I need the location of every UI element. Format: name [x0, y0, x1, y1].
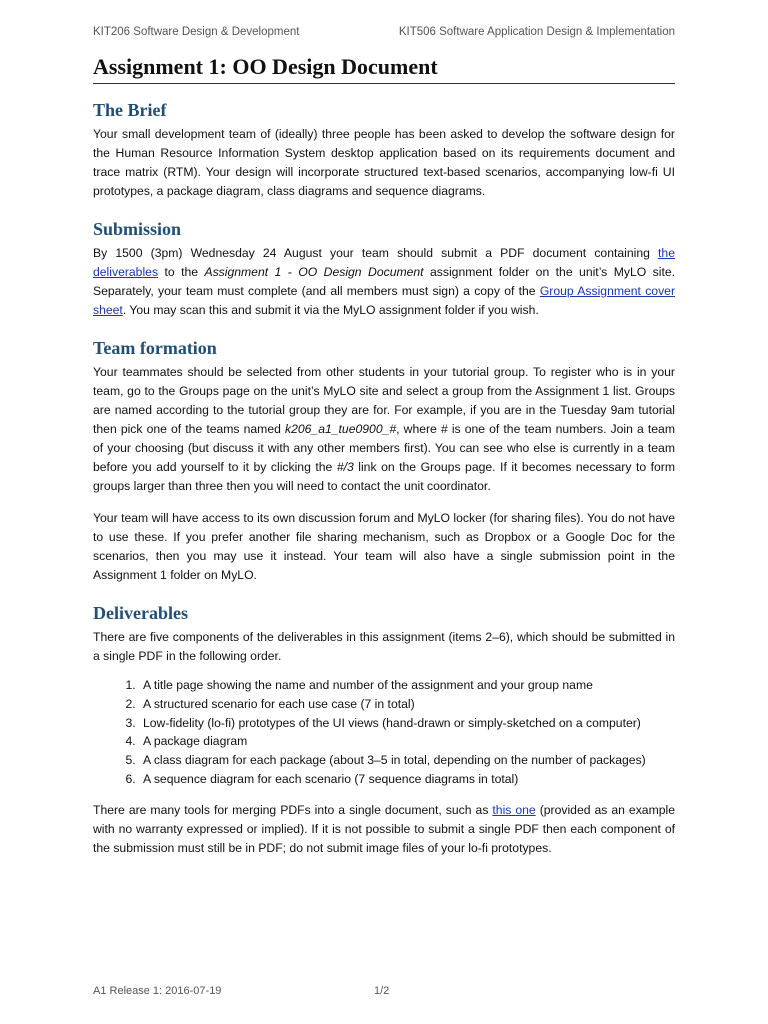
- list-item: 6. A sequence diagram for each scenario (7 sequence diagrams in total): [139, 770, 675, 789]
- deliverables-list: [93, 676, 675, 789]
- section-brief: [93, 100, 675, 201]
- deliverables-link[interactable]: the deliverables: [93, 246, 675, 279]
- deliverables-heading: Deliverables: [93, 603, 188, 623]
- submission-folder-name: Assignment 1 - OO Design Document: [204, 265, 424, 279]
- list-item: 5. A class diagram for each package (about 3–5 in total, depending on the number of packages): [139, 751, 675, 770]
- list-item: 1. A title page showing the name and number of the assignment and your group name: [139, 676, 675, 695]
- list-item: 4. A package diagram: [139, 732, 675, 751]
- team-text-3: link on the Groups page. If it becomes necessary to form groups larger than three then you will need to contact the unit coordinator.: [93, 460, 675, 493]
- deliverables-intro: There are five components of the deliverables in this assignment (items 2–6), which should be submitted in a single PDF in the following order.: [93, 630, 675, 663]
- brief-paragraph: Your small development team of (ideally) three people has been asked to develop the software design for the Human Resource Information System desktop application based on its requirements document and trace matrix (RTM). Your design will incorporate structured text-based scenarios, accompanying low-fi UI prototypes, a package diagram, class diagrams and sequence diagrams.: [93, 127, 675, 198]
- submission-paragraph: [93, 244, 675, 320]
- page-title: Assignment 1: OO Design Document: [93, 54, 675, 84]
- team-name-pattern: k206_a1_tue0900_#: [285, 422, 397, 436]
- pdf-tool-link[interactable]: this one: [492, 802, 536, 817]
- section-team-formation: [93, 338, 675, 585]
- outro-text-2: (provided as an example with no warranty expressed or implied). If it is not possible to submit a single PDF then each component of the submission must still be in PDF; do not submit image files of your lo-fi prototypes.: [93, 802, 675, 855]
- document-body: [93, 100, 675, 876]
- team-text-2: , where # is one of the team numbers. Join a team of your choosing (but discuss it with any other members first). You can see who else is currently in a team before you add yourself to it by clicking the: [93, 422, 675, 474]
- list-item: 3. Low-fidelity (lo-fi) prototypes of the UI views (hand-drawn or simply-sketched on a computer): [139, 714, 675, 733]
- submission-text-3: assignment folder on the unit’s MyLO site. Separately, your team must complete (and all members must sign) a copy of the: [93, 265, 675, 298]
- section-submission: [93, 219, 675, 320]
- outro-text-1: There are many tools for merging PDFs into a single document, such as: [93, 802, 493, 817]
- deliverables-outro: [93, 801, 675, 858]
- team-paragraph-1: [93, 363, 675, 496]
- section-deliverables: [93, 603, 675, 858]
- page-header: [93, 26, 675, 38]
- submission-text-1: By 1500 (3pm) Wednesday 24 August your team should submit a PDF document containing: [93, 246, 659, 260]
- page-number: 1/2: [374, 985, 390, 997]
- submission-text-2: to the: [158, 265, 205, 279]
- submission-text-4: . You may scan this and submit it via the MyLO assignment folder if you wish.: [122, 303, 539, 317]
- header-right-unit: KIT506 Software Application Design & Implementation: [398, 26, 675, 38]
- submission-heading: Submission: [93, 219, 182, 239]
- team-paragraph-2: Your team will have access to its own discussion forum and MyLO locker (for sharing files). You do not have to use these. If you prefer another file sharing mechanism, such as Dropbox or a Google Doc for the scenarios, then you may use it instead. Your team will also have a single submission point in the Assignment 1 folder on MyLO.: [93, 511, 675, 582]
- header-left-unit: KIT206 Software Design & Development: [93, 26, 300, 38]
- team-text-1: Your teammates should be selected from other students in your tutorial group. To register who is in your team, go to the Groups page on the unit’s MyLO site and select a group from the Assignment 1 list. Groups are named according to the tutorial group they are for. For example, if you are in the Tuesday 9am tutorial then pick one of the teams named: [93, 365, 675, 436]
- brief-heading: The Brief: [93, 100, 167, 120]
- page-footer: [93, 985, 390, 997]
- cover-sheet-link[interactable]: Group Assignment cover sheet: [93, 284, 675, 317]
- release-label: A1 Release 1: 2016-07-19: [93, 985, 222, 997]
- team-link-name: #/3: [336, 460, 354, 474]
- list-item: 2. A structured scenario for each use case (7 in total): [139, 695, 675, 714]
- team-heading: Team formation: [93, 338, 217, 358]
